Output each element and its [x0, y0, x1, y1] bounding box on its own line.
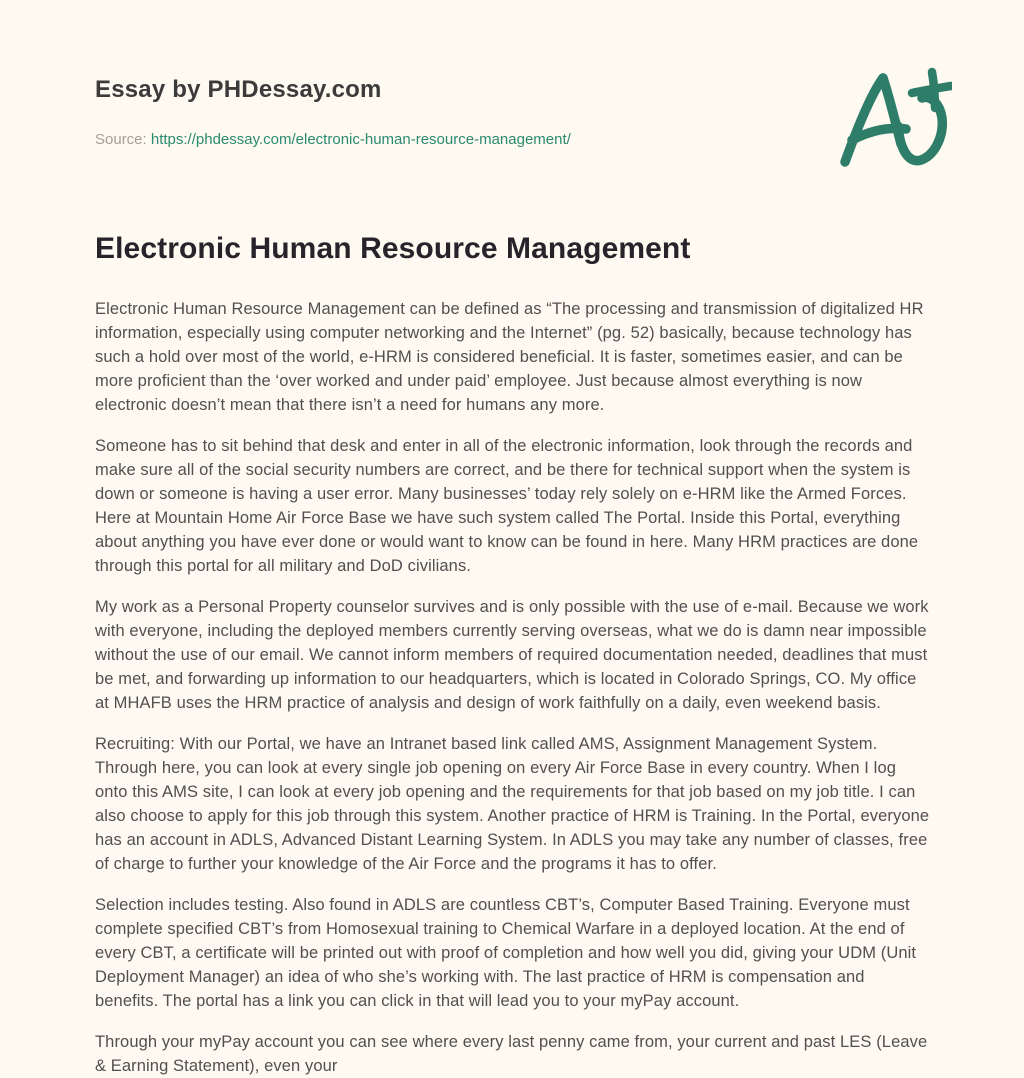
- article-paragraph: Through your myPay account you can see where every last penny came from, your current and past LES (Leave & Earning Statement), even your: [95, 1033, 928, 1076]
- article-paragraph: Electronic Human Resource Management can be defined as “The processing and transmission of digitalized HR information, especially using computer networking and the Internet” (pg. 52) basically, because technology has such a hold over most of the world, e-HRM is considered beneficial. It is faster, sometimes easier, and can be more proficient than the ‘over worked and under paid’ employee. Just because almost everything is now electronic doesn’t mean that there isn’t a need for humans any more.: [95, 300, 924, 415]
- source-label: Source:: [95, 130, 147, 148]
- source-line: [95, 129, 930, 150]
- article-paragraph: Recruiting: With our Portal, we have an Intranet based link called AMS, Assignment Management System. Through here, you can look at every single job opening on every Air Force Base in every country. When I log onto this AMS site, I can look at every job opening and the requirements for that job based on my job title. I can also choose to apply for this job through this system. Another practice of HRM is Training. In the Portal, everyone has an account in ADLS, Advanced Distant Learning System. In ADLS you may take any number of classes, free of charge to further your knowledge of the Air Force and the programs it has to offer.: [95, 735, 930, 874]
- article-body: [95, 297, 930, 1078]
- source-url-link[interactable]: https://phdessay.com/electronic-human-resource-management/: [150, 130, 571, 148]
- brand-title: Essay by PHDessay.com: [95, 76, 382, 103]
- article-paragraph: Selection includes testing. Also found in ADLS are countless CBT’s, Computer Based Training. Everyone must complete specified CBT’s from Homosexual training to Chemical Warfare in a deployed location. At the end of every CBT, a certificate will be printed out with proof of completion and how well you did, giving your UDM (Unit Deployment Manager) an idea of who she’s working with. The last practice of HRM is compensation and benefits. The portal has a link you can click in that will lead you to your myPay account.: [95, 896, 917, 1011]
- page-title: Electronic Human Resource Management: [95, 231, 691, 265]
- article-paragraph: My work as a Personal Property counselor survives and is only possible with the use of e-mail. Because we work with everyone, including the deployed members currently serving overseas, what we do is damn near impossible without the use of our email. We cannot inform members of required documentation needed, deadlines that must be met, and forwarding up information to our headquarters, which is located in Colorado Springs, CO. My office at MHAFB uses the HRM practice of analysis and design of work faithfully on a daily, even weekend basis.: [95, 598, 929, 713]
- article-paragraph: Someone has to sit behind that desk and enter in all of the electronic information, look through the records and make sure all of the social security numbers are correct, and be there for technical support when the system is down or someone is having a user error. Many businesses’ today rely solely on e-HRM like the Armed Forces. Here at Mountain Home Air Force Base we have such system called The Portal. Inside this Portal, everything about anything you have ever done or would want to know can be found in here. Many HRM practices are done through this portal for all military and DoD civilians.: [95, 437, 919, 576]
- a-plus-logo-icon: [838, 64, 952, 170]
